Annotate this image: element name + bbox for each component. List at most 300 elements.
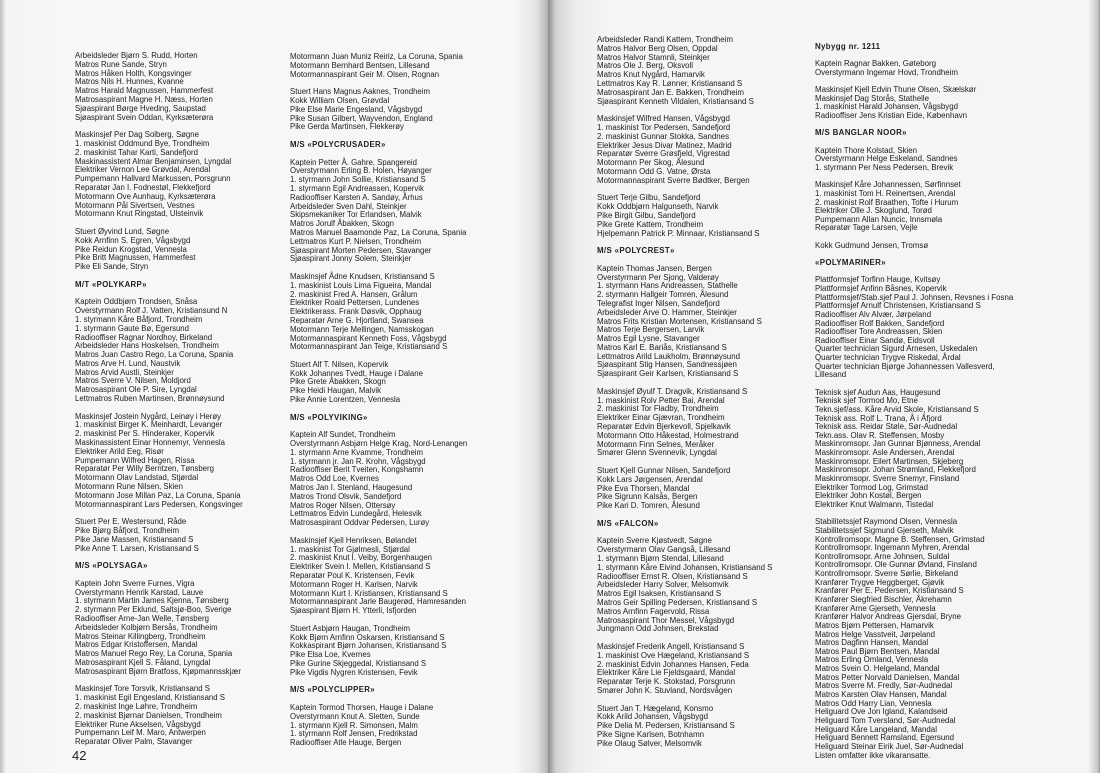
crew-entry: Kontrollromsopr. Sverre Sørlie, Birkeland bbox=[815, 569, 958, 579]
crew-entry: Matros Trond Olsvik, Sandefjord bbox=[290, 491, 402, 501]
crew-entry: Kokkaspirant Bjørn Johansen, Kristiansand S bbox=[290, 641, 447, 651]
crew-entry: Lettmatros Edvin Lundegård, Helesvik bbox=[290, 509, 422, 519]
crew-entry: Maskinsjef Kjell Henriksen, Bølandet bbox=[290, 535, 417, 545]
crew-entry: Kaptein Ragnar Bakken, Gøteborg bbox=[815, 59, 937, 69]
crew-entry: Maskinsjef Kåre Johannessen, Sørfinnset bbox=[815, 180, 961, 190]
crew-entry: Reparatør Tage Larsen, Vejle bbox=[815, 223, 918, 233]
crew-entry: Pike Birgit Gilbu, Sandefjord bbox=[597, 210, 696, 220]
crew-entry: Pike Anne T. Larsen, Kristiansand S bbox=[75, 543, 199, 553]
crew-entry: Stuert Jan T. Hægeland, Konsmo bbox=[597, 703, 714, 713]
crew-entry: 1. styrmann Kåre Eivind Johansen, Kristiansand S bbox=[597, 562, 773, 572]
crew-entry: Elektriker Kåre Lie Fjeldsgaard, Mandal bbox=[597, 668, 736, 678]
section-heading-block bbox=[290, 141, 467, 150]
crew-entry: Matrosaspirant Bjørn Bratfoss, Kjøpmannsskjær bbox=[75, 666, 241, 676]
crew-entry: Radiooffiser Karsten A. Sandøy, Århus bbox=[290, 192, 423, 202]
crew-entry: Stabilitetssjef Raymond Olsen, Vennesla bbox=[815, 517, 958, 527]
crew-entry: Pumpemann Hallvard Markussen, Porsgrunn bbox=[75, 174, 231, 184]
crew-entry: Radiooffiser Alv Alvær, Jørpeland bbox=[815, 309, 932, 319]
crew-entry: 1. styrmann Gaute Bø, Egersund bbox=[75, 323, 189, 333]
crew-entry: Elektriker John Kostøl, Bergen bbox=[815, 491, 922, 501]
crew-entry: Heliguard Tom Tversland, Sør-Audnedal bbox=[815, 715, 956, 725]
crew-entry: Pumpemann Leif M. Maro, Antwerpen bbox=[75, 728, 206, 738]
crew-entry: Matrosaspirant Kjell S. Fåland, Lyngdal bbox=[75, 657, 211, 667]
crew-entry: Kontrollromsopr. Magne B. Steffensen, Grimstad bbox=[815, 534, 985, 544]
crew-entry: Motormann Terje Mellingen, Namsskogan bbox=[290, 324, 434, 334]
crew-entry: Pumpemann Allan Nuncic, Innsmøla bbox=[815, 214, 943, 224]
crew-entry: Smører John K. Stuvland, Nordsvågen bbox=[597, 685, 733, 695]
crew-entry: Motormann Juan Muniz Reiriz, La Coruna, Spania bbox=[290, 52, 463, 61]
crew-entry: Reparatør Edvin Bjerkevoll, Spjelkavik bbox=[597, 422, 731, 432]
crew-group bbox=[290, 537, 467, 616]
crew-entry: Maskinsjef Øyulf T. Dragvik, Kristiansand S bbox=[597, 386, 748, 396]
crew-entry: Heliguard Bennett Ramsland, Egersund bbox=[815, 733, 955, 743]
crew-group bbox=[815, 181, 1013, 233]
crew-entry: Arbeidsleder Hans Hoskelsen, Trondheim bbox=[75, 341, 219, 351]
crew-entry: Plattformsjef Anfinn Båsnes, Kopervik bbox=[815, 283, 947, 293]
crew-entry: Matros Halvor Berg Olsen, Oppdal bbox=[597, 43, 718, 53]
crew-entry: Matros Jan I. Stenland, Haugesund bbox=[290, 483, 413, 493]
crew-entry: Matros Arve H. Lund, Naustvik bbox=[75, 358, 181, 368]
crew-entry: 2. styrmann Hallgeir Tomren, Ålesund bbox=[597, 290, 729, 300]
crew-entry: Telegrafist Inger Nilsen, Sandefjord bbox=[597, 298, 720, 308]
crew-entry: Kaptein John Sverre Furnes, Vigra bbox=[75, 578, 195, 588]
crew-entry: Matrosaspirant Jan E. Bakken, Trondheim bbox=[597, 87, 744, 97]
crew-entry: Matros Knut Nygård, Hamarvik bbox=[597, 70, 705, 80]
crew-entry: Radiooffiser Ernst R. Olsen, Kristiansand S bbox=[597, 571, 748, 581]
crew-entry: Reparatør Terje K. Stokstad, Porsgrunn bbox=[597, 677, 736, 687]
crew-entry: Motormann Otto Håkestad, Holmestrand bbox=[597, 430, 739, 440]
crew-entry: Kranfører Halvor Andreas Gjersdal, Bryne bbox=[815, 612, 962, 622]
crew-entry: 2. maskinist Edvin Johannes Hansen, Feda bbox=[597, 659, 749, 669]
crew-entry: Reparatør Sverre Grøsfjeld, Vigrestad bbox=[597, 149, 730, 159]
crew-entry: Maskinassistent Almar Benjaminsen, Lyngdal bbox=[75, 156, 232, 166]
crew-entry: 1. styrmann jr. Jan R. Krohn, Vågsbygd bbox=[290, 456, 426, 466]
crew-entry: Stuert Alf T. Nilsen, Kopervik bbox=[290, 359, 389, 369]
right-page bbox=[548, 0, 1100, 773]
crew-entry: Pike Jane Massen, Kristiansand S bbox=[75, 534, 194, 544]
crew-entry: Overstyrmann Per Sjong, Valderøy bbox=[597, 272, 719, 282]
crew-entry: Pike Vigdis Nygren Kristensen, Fevik bbox=[290, 667, 418, 677]
crew-entry: Kokk William Olsen, Grøvdal bbox=[290, 95, 390, 105]
crew-entry: 2. maskinist Bjørnar Danielsen, Trondheim bbox=[75, 710, 222, 720]
crew-entry: Kaptein Petter Å. Gahre, Spangereid bbox=[290, 157, 417, 167]
crew-entry: Overstyrmann Erling B. Holen, Høyanger bbox=[290, 166, 432, 176]
crew-entry: Stuert Asbjørn Haugan, Trondheim bbox=[290, 623, 411, 633]
crew-entry: Pike Annie Lorentzen, Vennesla bbox=[290, 395, 401, 405]
crew-entry: Plattformsjef/Stab.sjef Paul J. Johnsen, Revsnes i Fosna bbox=[815, 292, 1014, 302]
crew-entry: Kranfører Arne Gjerseth, Vennesla bbox=[815, 603, 936, 613]
crew-group bbox=[75, 228, 243, 272]
crew-entry: Elektriker Vernon Lee Grøvdal, Arendal bbox=[75, 165, 211, 175]
crew-entry: Quarter technician Sigurd Arnesen, Uskedalen bbox=[815, 344, 978, 354]
crew-entry: Matros Sverre V. Nilsen, Moldjord bbox=[75, 376, 191, 386]
crew-entry: Stuert Terje Gilbu, Sandefjord bbox=[597, 193, 701, 203]
ship-heading: M/S BANGLAR NOOR» bbox=[815, 128, 907, 138]
crew-entry: Maskinsjef Kjell Edvin Thune Olsen, Skælskør bbox=[815, 85, 977, 95]
crew-entry: Pike Else Marie Engesland, Vågsbygd bbox=[290, 104, 423, 114]
crew-entry: Teknisk sjef Tormod Mo, Etne bbox=[815, 396, 918, 406]
crew-entry: Matros Karsten Olav Hansen, Mandal bbox=[815, 690, 947, 700]
ship-heading: M/S «POLYCLIPPER» bbox=[290, 685, 375, 695]
crew-entry: Kaptein Thomas Jansen, Bergen bbox=[597, 263, 712, 273]
crew-entry: Arbeidsleder Bjørn S. Rudd, Horten bbox=[75, 51, 198, 60]
crew-entry: Elektriker Svein I. Mellen, Kristiansand S bbox=[290, 562, 431, 572]
crew-group bbox=[597, 537, 772, 634]
section-heading-block bbox=[815, 259, 1013, 268]
crew-entry: Radiooffiser Ragnar Nordhoy, Birkeland bbox=[75, 332, 213, 342]
crew-entry: Pumpemann Wilfred Hagen, Rissa bbox=[75, 455, 195, 465]
crew-entry: Lettmatros Kurt P. Nielsen, Trondheim bbox=[290, 236, 422, 246]
crew-entry: Motormannaspirant Geir M. Olsen, Rognan bbox=[290, 69, 440, 79]
crew-group bbox=[75, 52, 243, 122]
crew-entry: Motormann Kurt I. Kristiansen, Kristiansand S bbox=[290, 588, 448, 598]
crew-entry: Kaptein Alf Sundet, Trondheim bbox=[290, 430, 396, 440]
crew-entry: Elektriker Olle J. Skoglund, Torød bbox=[815, 206, 932, 216]
crew-entry: Matrosaspirant Oddvar Pedersen, Lurøy bbox=[290, 518, 430, 528]
crew-entry: Matros Erling Omland, Vennesla bbox=[815, 655, 929, 665]
crew-entry: Pike Eli Sande, Stryn bbox=[75, 262, 149, 272]
crew-entry: 1. styrmann Bjørn Stendal, Lillesand bbox=[597, 554, 724, 564]
crew-entry: Overstyrmann Knut A. Sletten, Sunde bbox=[290, 711, 420, 721]
crew-entry: Pike Elsa Loe, Kvernes bbox=[290, 650, 371, 660]
crew-entry: Kokk Bjørn Arnfinn Oskarsen, Kristiansand S bbox=[290, 632, 445, 642]
crew-entry: 1. maskinist Louis Lima Figueira, Mandal bbox=[290, 280, 432, 290]
crew-entry: Kokk Arild Johansen, Vågsbygd bbox=[597, 712, 708, 722]
crew-entry: Teknisk ass. Rolf L. Trana, Å i Åfjord bbox=[815, 413, 942, 423]
crew-entry: Kranfører Siegfried Bischler, Åkrehamn bbox=[815, 595, 952, 604]
section-heading-block bbox=[75, 562, 243, 571]
crew-entry: 2. maskinist Tor Fladby, Trondheim bbox=[597, 404, 719, 414]
crew-entry: Radiooffiser Berit Tveiten, Kongshamn bbox=[290, 465, 424, 475]
crew-entry: Matros Svein O. Helgeland, Mandal bbox=[815, 664, 940, 674]
ship-heading: M/S «POLYVIKING» bbox=[290, 412, 368, 422]
crew-entry: Pike Eva Thorsen, Mandal bbox=[597, 483, 690, 493]
crew-entry: Motormann Olav Landstad, Stjørdal bbox=[75, 473, 199, 483]
crew-entry: Matros Helge Vasstveit, Jørpeland bbox=[815, 629, 936, 639]
ship-heading: M/S «FALCON» bbox=[597, 518, 659, 528]
crew-entry: Heliguard Kåre Langeland, Mandal bbox=[815, 724, 937, 734]
section-heading-block bbox=[597, 247, 772, 256]
crew-entry: Matros Roger Nilsen, Ottersøy bbox=[290, 500, 396, 510]
section-heading-block bbox=[290, 414, 467, 423]
crew-entry: Matros Harald Magnussen, Hammerfest bbox=[75, 86, 214, 96]
crew-entry: Matros Håken Holth, Kongsvinger bbox=[75, 68, 192, 78]
crew-entry: Lettmatros Ruben Martinsen, Brønnøysund bbox=[75, 394, 225, 404]
crew-entry: Sjøaspirant Jonny Solem, Steinkjer bbox=[290, 254, 412, 264]
crew-entry: Overstyrmann Helge Eskeland, Sandnes bbox=[815, 154, 958, 164]
crew-entry: Arbeidsleder Arve O. Hammer, Steinkjer bbox=[597, 307, 737, 317]
crew-entry: Maskinassistent Einar Honnemyr, Vennesla bbox=[75, 438, 225, 448]
ship-heading: M/S «POLYSAGA» bbox=[75, 561, 148, 571]
crew-entry: Quarter technician Trygve Riskedal, Årdal bbox=[815, 353, 961, 363]
crew-entry: Maskinsjef Wilfred Hansen, Vågsbygd bbox=[597, 114, 730, 124]
crew-entry: Sjøaspirant Bjørn H. Ytterli, Isfjorden bbox=[290, 606, 417, 616]
crew-entry: Arbeidsleder Sven Dahl, Steinkjer bbox=[290, 201, 407, 211]
crew-entry: Kranfører Trygve Heggberget, Gjøvik bbox=[815, 577, 945, 587]
crew-entry: Elektriker Arild Eeg, Risør bbox=[75, 446, 164, 456]
crew-group bbox=[815, 389, 1013, 510]
crew-entry: Matros Rune Sande, Stryn bbox=[75, 59, 167, 69]
crew-group bbox=[290, 431, 467, 528]
crew-entry: 1. styrmann Per Ness Pedersen, Brevik bbox=[815, 162, 954, 172]
crew-entry: Reparatør Jan I. Fodnestøl, Flekkefjord bbox=[75, 182, 211, 192]
crew-entry: Radiooffiser Einar Sandø, Eidsvoll bbox=[815, 335, 935, 345]
section-heading-block bbox=[597, 520, 772, 529]
crew-entry: 2. maskinist Tahar Karti, Sandefjord bbox=[75, 147, 198, 157]
crew-entry: Matros Nils H. Hunnes, Kvanne bbox=[75, 77, 184, 87]
crew-group bbox=[290, 88, 467, 132]
crew-entry: 1. styrmann Egil Andreassen, Kopervik bbox=[290, 183, 424, 193]
crew-entry: Maskinsjef Dag Storås, Stathelle bbox=[815, 93, 930, 103]
crew-entry: 1. maskinist Birger K. Meinhardt, Levanger bbox=[75, 420, 223, 430]
section-heading-block bbox=[75, 281, 243, 290]
crew-entry: Maskinromsopr. Johan Strømland, Flekkefjord bbox=[815, 465, 976, 475]
crew-entry: Matrosaspirant Thor Messel, Vågsbygd bbox=[597, 615, 735, 625]
crew-entry: Matros Halvor Stamnli, Steinkjer bbox=[597, 52, 710, 62]
crew-entry: Motormann Finn Selnes, Meråker bbox=[597, 439, 715, 449]
crew-entry: Jungmann Odd Johnsen, Brekstad bbox=[597, 624, 719, 634]
crew-entry: Maskinsjef Jostein Nygård, Leinøy i Herøy bbox=[75, 411, 222, 421]
ship-heading: Nybygg nr. 1211 bbox=[815, 42, 881, 51]
crew-group bbox=[597, 388, 772, 458]
crew-entry: Pike Sigrunn Kalsås, Bergen bbox=[597, 492, 698, 502]
section-heading-block bbox=[815, 43, 1013, 52]
crew-entry: Radiooffiser Arne-Jan Welle, Tønsberg bbox=[75, 614, 209, 623]
crew-entry: Overstyrmann Ingemar Hovd, Trondheim bbox=[815, 67, 958, 77]
crew-entry: Matros Jorulf Åbakken, Skogn bbox=[290, 219, 395, 229]
crew-group bbox=[815, 147, 1013, 173]
crew-entry: Radiooffiser Atle Hauge, Bergen bbox=[290, 738, 402, 748]
left-page bbox=[0, 0, 548, 773]
crew-entry: Kaptein Thore Kolstad, Skien bbox=[815, 145, 918, 155]
crew-entry: Plattformsjef Arnulf Christensen, Kristiansand S bbox=[815, 301, 981, 311]
crew-entry: Matros Frits Kristian Mortensen, Kristiansand S bbox=[597, 316, 762, 326]
crew-entry: Motormannaspirant Jan Teige, Kristiansand S bbox=[290, 342, 448, 352]
crew-entry: Reparatør Oliver Palm, Stavanger bbox=[75, 737, 193, 747]
crew-entry: 1. maskinist Ove Hægeland, Kristiansand S bbox=[597, 650, 750, 660]
crew-entry: Overstyrmann Olav Gangså, Lillesand bbox=[597, 545, 731, 555]
crew-entry: Radiooffiser Jens Kristian Eide, København bbox=[815, 111, 968, 121]
crew-group bbox=[597, 265, 772, 379]
crew-entry: Matros Sverre M. Fredly, Sør-Audnedal bbox=[815, 681, 953, 691]
crew-entry: 1. styrmann Kåre Båfjord, Trondheim bbox=[75, 314, 203, 324]
crew-entry: Maskinromsopr. Asle Andersen, Arendal bbox=[815, 448, 955, 458]
crew-entry: Matros Geir Spilling Pedersen, Kristiansand S bbox=[597, 598, 758, 607]
crew-group bbox=[75, 685, 243, 747]
crew-entry: Elektriker Rune Akselsen, Vågsbygd bbox=[75, 719, 201, 729]
crew-entry: Motormann Per Skog, Ålesund bbox=[597, 158, 705, 168]
crew-entry: Matros Arvid Austli, Steinkjer bbox=[75, 367, 174, 377]
crew-entry: Sjøaspirant Svein Oddan, Kyrksæterøra bbox=[75, 112, 214, 122]
crew-entry: Pike Heidi Haugan, Malvik bbox=[290, 386, 382, 396]
crew-entry: Elektrikerass. Frank Døsvik, Opphaug bbox=[290, 307, 422, 317]
crew-entry: Motormann Odd G. Vatne, Ørsta bbox=[597, 166, 711, 176]
crew-entry: Sjøaspirant Børge Hveding, Saupstad bbox=[75, 103, 206, 113]
crew-entry: Sjøaspirant Stig Hansen, Sandnessjøen bbox=[597, 360, 737, 370]
crew-entry: Stuert Kjell Gunnar Nilsen, Sandefjord bbox=[597, 466, 731, 476]
crew-entry: Matros Arnfinn Fagervold, Rissa bbox=[597, 606, 710, 616]
crew-entry: Motormann Jose Millan Paz, La Coruna, Spania bbox=[75, 490, 241, 500]
crew-group bbox=[597, 115, 772, 185]
page-number: 42 bbox=[72, 748, 87, 763]
crew-entry: Kontrollromsopr. Ole Gunnar Øvland, Finsland bbox=[815, 560, 977, 570]
crew-entry: 1. maskinist Egil Engesland, Kristiansand S bbox=[75, 693, 225, 703]
crew-entry: 1. maskinist Tor Gjølmesli, Stjørdal bbox=[290, 544, 410, 554]
crew-entry: Matros Dagfinn Hansen, Mandal bbox=[815, 638, 929, 648]
crew-entry: Maskinsjef Per Dag Solberg, Søgne bbox=[75, 130, 199, 140]
crew-entry: 1. maskinist Rolv Petter Bai, Arendal bbox=[597, 395, 725, 405]
crew-entry: Pike Olaug Sølver, Melsomvik bbox=[597, 738, 702, 748]
crew-entry: 1. maskinist Oddmund Bye, Trondheim bbox=[75, 138, 210, 148]
crew-group bbox=[597, 467, 772, 511]
crew-entry: 1. styrmann Kjell R. Simonsen, Malm bbox=[290, 720, 418, 730]
crew-entry: Arbeidsleder Kolbjørn Bersås, Trondheim bbox=[75, 622, 218, 632]
crew-entry: Sjøaspirant Geir Karlsen, Kristiansand S bbox=[597, 369, 739, 379]
crew-group bbox=[290, 625, 467, 678]
crew-entry: Matros Egil Lysne, Stavanger bbox=[597, 334, 700, 344]
crew-group bbox=[75, 413, 243, 510]
crew-entry: Stuert Øyvind Lund, Søgne bbox=[75, 226, 170, 236]
crew-entry: 2. maskinist Rolf Braathen, Tofte i Hurum bbox=[815, 197, 959, 207]
crew-entry: Matros Paul Bjørn Bentsen, Mandal bbox=[815, 646, 940, 656]
crew-group bbox=[815, 276, 1013, 380]
left-page-column-2 bbox=[290, 53, 467, 748]
crew-entry: Pike Gurine Skjeggedal, Kristiansand S bbox=[290, 658, 427, 668]
crew-entry: Matros Terje Bergersen, Larvik bbox=[597, 325, 705, 335]
crew-entry: Pike Reidun Krogstad, Vennesla bbox=[75, 244, 187, 254]
ship-heading: M/T «POLYKARP» bbox=[75, 279, 147, 289]
crew-group bbox=[597, 643, 772, 696]
crew-entry: Kaptein Oddbjørn Trondsen, Snåsa bbox=[75, 297, 198, 307]
crew-entry: 1. styrmann Arne Kvamme, Trondheim bbox=[290, 447, 424, 457]
ship-heading: M/S «POLYCREST» bbox=[597, 246, 675, 256]
crew-entry: 1. maskinist Tor Pedersen, Sandefjord bbox=[597, 122, 731, 132]
crew-entry: Tekn.ass. Olav R. Steffensen, Mosby bbox=[815, 430, 945, 440]
crew-group bbox=[597, 705, 772, 749]
crew-entry: 2. maskinist Knut I. Veiby, Borgenhaugen bbox=[290, 553, 433, 563]
crew-entry: Kontrollromsopr. Ingemann Myhren, Arendal bbox=[815, 543, 970, 553]
ship-heading: M/S «POLYCRUSADER» bbox=[290, 139, 386, 149]
crew-entry: Overstyrmann Henrik Karstad, Lauve bbox=[75, 587, 204, 597]
crew-entry: Pike Grete Kattem, Trondheim bbox=[597, 219, 704, 229]
crew-entry: Stuert Hans Magnus Aaknes, Trondheim bbox=[290, 87, 430, 97]
crew-entry: Elektriker Einar Gjævran, Trondheim bbox=[597, 413, 725, 423]
crew-entry: 1. maskinist Tom H. Reinertsen, Arendal bbox=[815, 188, 956, 198]
crew-entry: Pike Delia M. Pedersen, Kristiansand S bbox=[597, 721, 735, 731]
crew-entry: Radiooffiser Rolf Bakken, Sandefjord bbox=[815, 318, 945, 328]
crew-entry: Kokk Oddbjørn Halgunseth, Narvik bbox=[597, 202, 719, 212]
section-heading-block bbox=[815, 129, 1013, 138]
crew-entry: Kokk Arnfinn S. Egren, Vågsbygd bbox=[75, 235, 191, 245]
crew-entry: Kokk Lars Jørgensen, Arendal bbox=[597, 474, 703, 484]
crew-entry: Reparatør Poul K. Kristensen, Fevik bbox=[290, 571, 415, 581]
crew-group bbox=[75, 298, 243, 404]
crew-group bbox=[290, 53, 467, 79]
crew-entry: Overstyrmann Rolf J. Vatten, Kristiansund N bbox=[75, 306, 228, 316]
crew-entry: Quarter technician Bjørge Johannessen Vallesverd, bbox=[815, 361, 995, 371]
crew-entry: Pike Gerda Martinsen, Flekkerøy bbox=[290, 122, 404, 132]
crew-entry: Matros Manuel Baamonde Paz, La Coruna, Spania bbox=[290, 227, 467, 237]
crew-entry: Maskinromsopr. Jan Gunnar Bjønness, Arendal bbox=[815, 439, 981, 449]
crew-entry: Overstyrmann Asbjørn Helge Krag, Nord-Lenangen bbox=[290, 439, 468, 449]
crew-entry: Reparatør Per Willy Berntzen, Tønsberg bbox=[75, 464, 214, 474]
crew-entry: Elektriker Jesus Divar Matinez, Madrid bbox=[597, 140, 732, 150]
crew-entry: Hjelpemann Patrick P. Minnaar, Kristiansand S bbox=[597, 228, 760, 238]
left-page-column-1 bbox=[75, 52, 243, 747]
crew-entry: 1. styrmann Rolf Jensen, Fredrikstad bbox=[290, 729, 418, 739]
crew-entry: Kokk Johannes Tvedt, Hauge i Dalane bbox=[290, 368, 423, 378]
crew-entry: Maskinromsopr. Sverre Snemyr, Finsland bbox=[815, 474, 960, 484]
crew-entry: Smører Glenn Svennevik, Lyngdal bbox=[597, 448, 717, 458]
crew-entry: Lillesand bbox=[815, 370, 847, 380]
crew-entry: Elektriker Tormod Log, Grimstad bbox=[815, 482, 928, 492]
crew-entry: Motormann Roger H. Karlsen, Narvik bbox=[290, 579, 418, 589]
crew-entry: Radiooffiser Tore Andreassen, Skien bbox=[815, 327, 943, 337]
crew-entry: Pike Bjørg Båfjord, Trondheim bbox=[75, 526, 180, 536]
crew-entry: Maskinsjef Tore Torsvik, Kristiansand S bbox=[75, 684, 210, 694]
crew-entry: 1. styrmann Hans Andreassen, Stathelle bbox=[597, 281, 738, 291]
crew-group bbox=[815, 518, 1013, 760]
crew-entry: Maskinromsopr. Eilert Martinsen, Skjeberg bbox=[815, 456, 964, 466]
crew-entry: Maskinsjef Ådne Knudsen, Kristiansand S bbox=[290, 271, 435, 281]
crew-entry: Matros Odd Harry Lian, Vennesla bbox=[815, 698, 932, 708]
crew-entry: Elektriker Knut Walmann, Tistedal bbox=[815, 499, 934, 509]
crew-entry: Teknisk sjef Audun Aas, Haugesund bbox=[815, 387, 941, 397]
crew-entry: 2. styrmann Per Eklund, Saltsjø-Boo, Sverige bbox=[75, 605, 232, 615]
crew-entry: 2. maskinist Fred A. Hansen, Grålum bbox=[290, 289, 418, 299]
crew-entry: Matros Odd Loe, Kvernes bbox=[290, 474, 379, 484]
crew-entry: Pike Susan Gilbert, Wayvendon, England bbox=[290, 113, 433, 123]
section-heading-block bbox=[290, 686, 467, 695]
crew-group bbox=[290, 361, 467, 405]
right-page-column-2 bbox=[815, 43, 1013, 760]
crew-entry: Motormannaspirant Sverre Bødtker, Bergen bbox=[597, 175, 750, 185]
crew-entry: Arbeidsleder Randi Kattem, Trondheim bbox=[597, 35, 733, 44]
crew-group bbox=[75, 518, 243, 553]
crew-entry: Teknisk ass. Reidar Støle, Sør-Audnedal bbox=[815, 422, 958, 432]
crew-group bbox=[290, 159, 467, 265]
crew-entry: 1. styrmann Martin James Kjenna, Tønsberg bbox=[75, 596, 229, 606]
right-page-column-1 bbox=[597, 36, 772, 749]
crew-entry: 1. styrmann John Sollie, Kristiansand S bbox=[290, 175, 426, 185]
crew-entry: Kokk Gudmund Jensen, Tromsø bbox=[815, 240, 929, 250]
crew-entry: Pike Grete Åbakken, Skogn bbox=[290, 377, 386, 387]
crew-entry: Motormann Knut Ringstad, Ulsteinvik bbox=[75, 209, 204, 219]
crew-entry: Motormann Ove Aunhaug, Kyrksæterøra bbox=[75, 191, 216, 201]
crew-group bbox=[75, 131, 243, 219]
crew-entry: Motormannaspirant Jarle Baugerød, Hamresanden bbox=[290, 597, 466, 607]
crew-entry: Sjøaspirant Kenneth Vildalen, Kristiansand S bbox=[597, 96, 754, 106]
crew-entry: Kontrollromsopr. Arne Johnsen, Suldal bbox=[815, 551, 950, 561]
crew-entry: Heliguard Ove Jon Igland, Kalandseid bbox=[815, 707, 948, 717]
crew-entry: Matrosaspirant Ole P. Sire, Lyngdal bbox=[75, 385, 197, 395]
crew-entry: 2. maskinist Gunnar Stokka, Sandnes bbox=[597, 131, 730, 141]
crew-entry: Lettmatros Arild Laukholm, Brønnøysund bbox=[597, 351, 740, 361]
crew-entry: Matros Ole J. Berg, Oksvoll bbox=[597, 61, 694, 71]
crew-entry: Motormann Bernhard Bentsen, Lillesand bbox=[290, 60, 430, 70]
crew-entry: Matros Petter Norvald Danielsen, Mandal bbox=[815, 672, 960, 682]
crew-entry: 1. maskinist Harald Johansen, Vågsbygd bbox=[815, 102, 958, 112]
crew-entry: Pike Signe Karlsen, Botnhamn bbox=[597, 729, 705, 739]
crew-entry: Heliguard Steinar Eirik Juel, Sør-Audnedal bbox=[815, 741, 964, 751]
crew-entry: Stabilitetssjef Sigmund Gjerseth, Malvik bbox=[815, 525, 954, 535]
crew-group bbox=[290, 704, 467, 748]
crew-group bbox=[597, 36, 772, 106]
crew-entry: Matros Steinar Killingberg, Trondheim bbox=[75, 631, 206, 641]
crew-entry: Skipsmekaniker Tor Erlandsen, Malvik bbox=[290, 210, 422, 220]
crew-entry: Matros Manuel Rego Rey, La Coruna, Spania bbox=[75, 649, 233, 659]
crew-group bbox=[815, 86, 1013, 121]
